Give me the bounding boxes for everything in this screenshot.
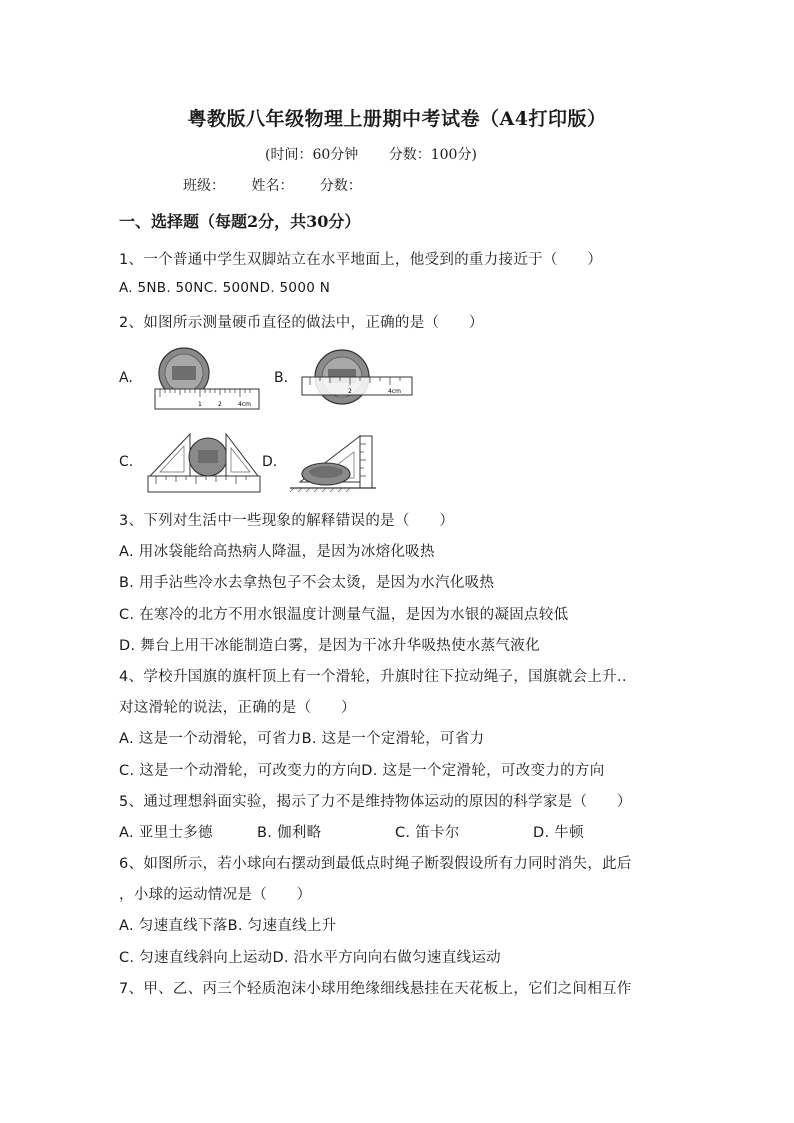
ruler-tick-label: 4cm bbox=[238, 401, 251, 408]
figure-option-a bbox=[154, 347, 262, 411]
question-5-option-d: D. 牛顿 bbox=[533, 825, 584, 841]
ruler-tick-label: 1 bbox=[198, 401, 202, 408]
question-2-option-a-label: A. bbox=[119, 370, 133, 386]
triangle-ruler-icon bbox=[150, 434, 190, 476]
question-3-option-a: A. 用冰袋能给高热病人降温，是因为冰熔化吸热 bbox=[119, 544, 435, 560]
question-4-stem-line2: 对这滑轮的说法，正确的是（ ） bbox=[119, 700, 356, 716]
question-4-options-ab: A. 这是一个动滑轮，可省力B. 这是一个定滑轮，可省力 bbox=[119, 731, 485, 747]
figure-option-b bbox=[298, 347, 414, 411]
coin-icon bbox=[302, 463, 350, 485]
name-label: 姓名： bbox=[251, 178, 294, 194]
ruler-tick-label: 4cm bbox=[388, 388, 401, 395]
score-label: 分数： bbox=[319, 178, 362, 194]
figure-option-c bbox=[146, 428, 262, 496]
question-2-stem: 2、如图所示测量硬币直径的做法中，正确的是（ ） bbox=[119, 315, 484, 331]
exam-score: 分数：100分) bbox=[388, 147, 477, 163]
exam-time: (时间：60分钟 bbox=[265, 147, 359, 163]
exam-meta bbox=[265, 144, 503, 164]
ruler-icon bbox=[155, 389, 259, 409]
question-5-option-a: A. 亚里士多德 bbox=[119, 825, 213, 841]
question-3-stem: 3、下列对生活中一些现象的解释错误的是（ ） bbox=[119, 513, 455, 529]
question-6-stem-line2: ，小球的运动情况是（ ） bbox=[119, 887, 312, 903]
triangle-ruler-icon bbox=[226, 434, 258, 476]
section-heading: 一、选择题（每题2分，共30分） bbox=[119, 212, 361, 231]
question-5-options bbox=[119, 821, 584, 842]
question-4-options-cd: C. 这是一个动滑轮，可改变力的方向D. 这是一个定滑轮，可改变力的方向 bbox=[119, 763, 605, 779]
question-3-option-c: C. 在寒冷的北方不用水银温度计测量气温，是因为水银的凝固点较低 bbox=[119, 607, 569, 623]
question-2-option-c-label: C. bbox=[119, 454, 134, 470]
question-1-stem: 1、一个普通中学生双脚站立在水平地面上，他受到的重力接近于（ ） bbox=[119, 252, 603, 268]
question-2-option-b-label: B. bbox=[274, 370, 289, 386]
question-4-stem-line1: 4、学校升国旗的旗杆顶上有一个滑轮，升旗时往下拉动绳子，国旗就会上升.. bbox=[119, 669, 627, 685]
ruler-tick-label: 2 bbox=[348, 388, 352, 395]
question-6-stem-line1: 6、如图所示，若小球向右摆动到最低点时绳子断裂假设所有力同时消失，此后 bbox=[119, 856, 632, 872]
question-3-option-b: B. 用手沾些冷水去拿热包子不会太烫，是因为水汽化吸热 bbox=[119, 575, 495, 591]
figure-option-d bbox=[288, 432, 378, 494]
question-2-option-d-label: D. bbox=[262, 454, 278, 470]
exam-title: 粤教版八年级物理上册期中考试卷（A4打印版） bbox=[187, 108, 607, 130]
question-6-options-ab: A. 匀速直线下落B. 匀速直线上升 bbox=[119, 918, 337, 934]
question-3-option-d: D. 舞台上用干冰能制造白雾，是因为干冰升华吸热使水蒸气液化 bbox=[119, 638, 540, 654]
student-info-line bbox=[183, 175, 384, 195]
ruler-icon bbox=[148, 476, 260, 492]
question-5-option-c: C. 笛卡尔 bbox=[395, 825, 460, 841]
question-6-options-cd: C. 匀速直线斜向上运动D. 沿水平方向向右做匀速直线运动 bbox=[119, 950, 501, 966]
ruler-tick-label: 2 bbox=[218, 401, 222, 408]
coin-icon bbox=[189, 438, 227, 476]
question-7-stem: 7、甲、乙、丙三个轻质泡沫小球用绝缘细线悬挂在天花板上，它们之间相互作 bbox=[119, 981, 632, 997]
question-5-stem: 5、通过理想斜面实验，揭示了力不是维持物体运动的原因的科学家是（ ） bbox=[119, 794, 632, 810]
class-label: 班级： bbox=[183, 178, 225, 194]
ruler-icon bbox=[302, 377, 412, 395]
question-1-options: A. 5NB. 50NC. 500ND. 5000 N bbox=[119, 280, 331, 296]
question-5-option-b: B. 伽利略 bbox=[257, 825, 322, 841]
